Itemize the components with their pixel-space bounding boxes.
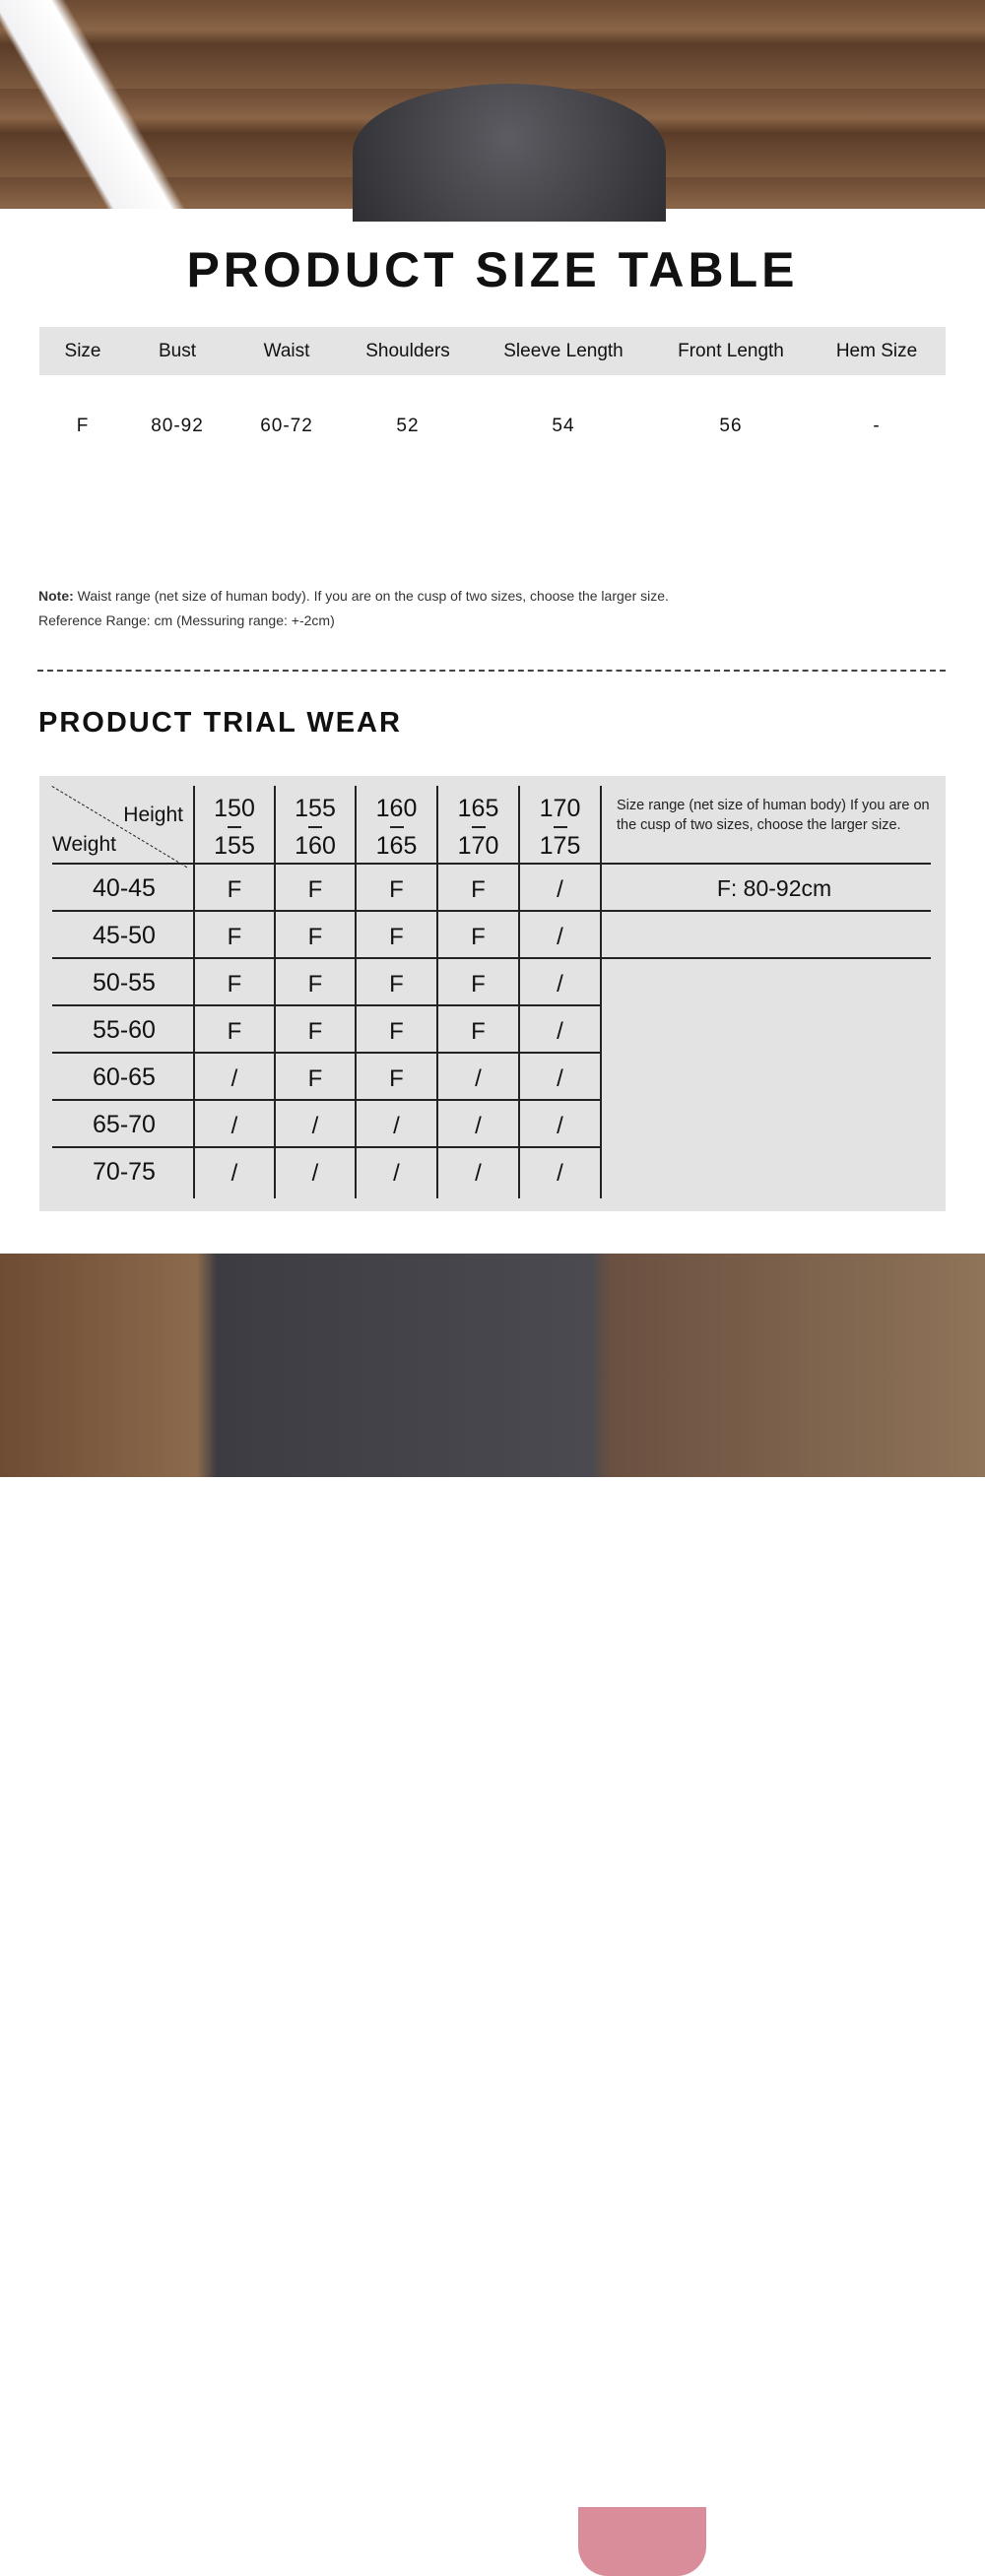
row-line: [52, 910, 931, 912]
fit-cell: /: [475, 1065, 482, 1092]
height-label: Height: [123, 804, 183, 826]
note-label: Note:: [38, 588, 74, 604]
height-range-end: 160: [295, 832, 336, 860]
size-cell: F: [76, 416, 90, 436]
column-line: [436, 786, 438, 1198]
column-line: [600, 786, 602, 1198]
fit-cell: F: [389, 971, 404, 998]
size-cell: 80-92: [151, 416, 204, 436]
fit-cell: /: [557, 1018, 563, 1045]
weight-range: 60-65: [93, 1063, 156, 1091]
trial-title: PRODUCT TRIAL WEAR: [38, 707, 402, 739]
fit-cell: F: [227, 876, 242, 903]
weight-label: Weight: [52, 833, 116, 856]
row-line: [52, 1004, 601, 1006]
side-note: Size range (net size of human body) If you are on the cusp of two sizes, choose the larger size.: [617, 798, 930, 833]
fit-cell: F: [307, 876, 323, 903]
weight-range: 45-50: [93, 922, 156, 949]
beret: [353, 84, 666, 222]
fit-cell: /: [557, 971, 563, 998]
reference-note: Reference Range: cm (Messuring range: +-2cm): [38, 612, 335, 628]
size-cell: 54: [552, 416, 575, 436]
height-range-start: 165: [457, 795, 499, 822]
note-text: Waist range (net size of human body). If you are on the cusp of two sizes, choose the larger size.: [73, 588, 669, 604]
fit-cell: /: [393, 1113, 400, 1139]
size-header: Bust: [158, 341, 197, 361]
height-range-start: 150: [214, 795, 255, 822]
fit-cell: F: [389, 924, 404, 950]
size-header: Size: [64, 341, 101, 361]
page-title: PRODUCT SIZE TABLE: [186, 242, 799, 297]
weight-range: 50-55: [93, 969, 156, 997]
size-header: Shoulders: [365, 341, 450, 361]
fit-cell: /: [230, 1065, 238, 1092]
column-line: [355, 786, 357, 1198]
size-cell: 56: [719, 416, 743, 436]
row-line: [52, 957, 931, 959]
fit-cell: /: [311, 1113, 319, 1139]
fit-cell: /: [475, 1113, 482, 1139]
weight-range: 40-45: [93, 874, 156, 902]
fit-cell: /: [475, 1160, 482, 1187]
weight-range: 70-75: [93, 1158, 156, 1186]
fit-cell: /: [230, 1160, 238, 1187]
fit-cell: F: [227, 924, 242, 950]
size-cell: 52: [396, 416, 420, 436]
height-range-dash: [228, 826, 241, 828]
fit-cell: F: [471, 876, 486, 903]
fit-cell: F: [389, 876, 404, 903]
height-range-dash: [308, 826, 322, 828]
height-range-dash: [390, 826, 404, 828]
size-cell: 60-72: [260, 416, 313, 436]
size-header: Waist: [263, 341, 310, 361]
height-range-dash: [554, 826, 567, 828]
column-line: [193, 786, 195, 1198]
column-line: [274, 786, 276, 1198]
height-range-start: 170: [539, 795, 581, 822]
weight-range: 65-70: [93, 1111, 156, 1138]
divider: [37, 670, 946, 672]
height-range-start: 160: [375, 795, 418, 822]
snow: [0, 0, 236, 209]
height-range-end: 170: [457, 832, 499, 860]
weight-range: 55-60: [93, 1016, 156, 1044]
height-range-end: 155: [214, 832, 255, 860]
note: [38, 588, 669, 604]
fit-cell: F: [389, 1018, 404, 1045]
height-range-end: 165: [375, 832, 418, 860]
fit-cell: /: [557, 876, 563, 903]
size-header: Sleeve Length: [503, 341, 624, 361]
height-range-dash: [472, 826, 486, 828]
size-cell: -: [873, 416, 881, 436]
fit-cell: F: [471, 924, 486, 950]
row-line: [52, 1099, 601, 1101]
fit-cell: /: [230, 1113, 238, 1139]
glove: [578, 2507, 706, 2576]
height-range-start: 155: [295, 795, 336, 822]
product-photo-top: [0, 0, 985, 209]
size-header: Front Length: [678, 341, 784, 361]
product-photo-bottom: [0, 1254, 985, 1477]
fit-cell: F: [471, 971, 486, 998]
fit-cell: /: [557, 1065, 563, 1092]
fit-cell: F: [307, 1018, 323, 1045]
fit-cell: /: [557, 1113, 563, 1139]
fit-cell: /: [393, 1160, 400, 1187]
side-value: F: 80-92cm: [716, 875, 832, 901]
fit-cell: F: [389, 1065, 404, 1092]
fit-cell: F: [307, 924, 323, 950]
fit-cell: F: [307, 971, 323, 998]
height-range-end: 175: [539, 832, 581, 860]
row-line: [52, 1146, 601, 1148]
fit-cell: /: [557, 924, 563, 950]
size-header: Hem Size: [835, 341, 918, 361]
fit-cell: F: [227, 971, 242, 998]
row-line: [52, 1052, 601, 1054]
fit-cell: /: [311, 1160, 319, 1187]
fit-cell: F: [227, 1018, 242, 1045]
fit-cell: F: [307, 1065, 323, 1092]
fit-cell: /: [557, 1160, 563, 1187]
fit-cell: F: [471, 1018, 486, 1045]
column-line: [518, 786, 520, 1198]
